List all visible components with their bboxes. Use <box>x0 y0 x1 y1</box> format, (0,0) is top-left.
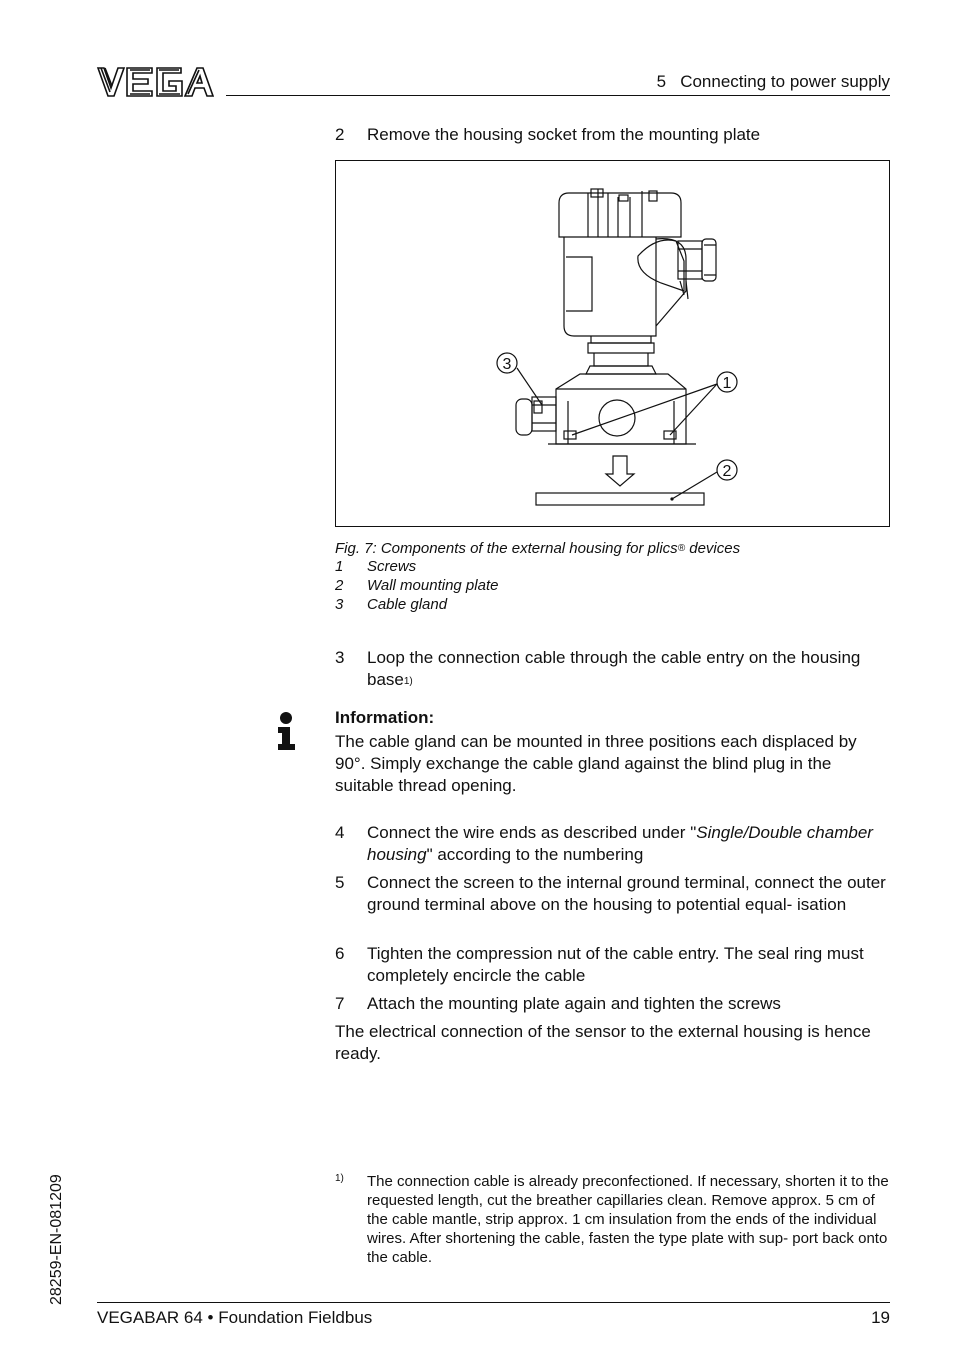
step-3 <box>335 647 890 691</box>
step-5 <box>335 872 890 938</box>
step-text: Loop the connection cable through the cable entry on the housing base <box>367 648 861 689</box>
figure-caption <box>335 539 740 558</box>
step-6 <box>335 943 890 987</box>
legend-item <box>335 577 635 596</box>
document-id: 28259-EN-081209 <box>48 1174 65 1305</box>
step-number: 6 <box>335 944 345 963</box>
legend-item <box>335 596 635 615</box>
step-text: Connect the wire ends as described under " <box>367 823 697 842</box>
registered-mark: ® <box>677 543 686 554</box>
page-number: 19 <box>871 1308 890 1327</box>
legend-number: 1 <box>335 558 344 575</box>
info-icon <box>276 711 298 751</box>
housing-drawing <box>336 161 889 526</box>
step-number: 4 <box>335 823 345 842</box>
step-text: Attach the mounting plate again and tighten the screws <box>367 994 781 1013</box>
footnote-mark: 1) <box>335 1173 344 1184</box>
step-number: 7 <box>335 994 345 1013</box>
step-number: 5 <box>335 873 345 892</box>
figure-frame <box>335 160 890 527</box>
footer-title: VEGABAR 64 • Foundation Fieldbus <box>97 1308 373 1327</box>
legend-label: Wall mounting plate <box>367 577 499 594</box>
vega-logo <box>96 66 214 98</box>
footnote-ref: 1) <box>403 676 413 687</box>
closing-paragraph: The electrical connection of the sensor to the external housing is hence ready. <box>335 1022 871 1063</box>
info-title: Information: <box>335 708 435 727</box>
step-number: 3 <box>335 648 345 667</box>
header-rule <box>226 95 890 96</box>
step-4 <box>335 822 890 866</box>
step-2 <box>335 124 890 146</box>
section-reference: Single/Double chamber housing <box>367 823 873 864</box>
step-text-suffix: " according to the numbering <box>426 845 644 864</box>
legend-item <box>335 558 635 577</box>
legend-number: 2 <box>335 577 344 594</box>
footer-rule <box>97 1302 890 1303</box>
chapter-heading: 5 Connecting to power supply <box>656 72 890 91</box>
callout-3: 3 <box>502 356 512 373</box>
legend-label: Cable gland <box>367 596 448 613</box>
callout-2: 2 <box>722 463 732 480</box>
caption-suffix: devices <box>685 540 741 557</box>
legend-label: Screws <box>367 558 417 575</box>
caption-text: Fig. 7: Components of the external housing for plics <box>335 540 678 557</box>
info-body: The cable gland can be mounted in three positions each displaced by 90°. Simply exchange the cable gland against the blind plug in the suitable thread opening. <box>335 732 857 795</box>
callout-1: 1 <box>722 375 732 392</box>
footnote-text: The connection cable is already preconfectioned. If necessary, shorten it to the requested length, cut the breather capillaries clean. Remove approx. 5 cm of the cable mantle, strip approx. 1 cm insulation from the ends of the individual wires. After shortening the cable, fasten the type plate with sup- port back onto the cable. <box>367 1173 889 1266</box>
step-text: Remove the housing socket from the mounting plate <box>367 125 761 144</box>
legend-number: 3 <box>335 596 344 613</box>
step-text: Connect the screen to the internal ground terminal, connect the outer ground terminal above on the housing to potential equal- isation <box>367 873 886 914</box>
step-text: Tighten the compression nut of the cable entry. The seal ring must completely encircle the cable <box>367 944 864 985</box>
step-7 <box>335 993 890 1015</box>
step-number: 2 <box>335 125 345 144</box>
